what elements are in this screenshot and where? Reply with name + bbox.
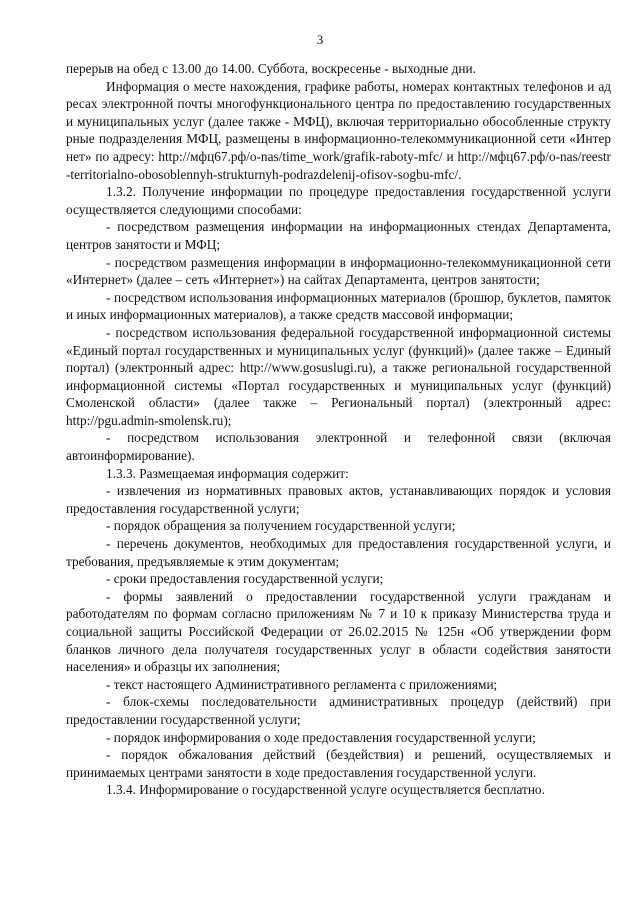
page-number: 3 bbox=[316, 32, 324, 47]
list-item: - формы заявлений о предоставлении государственной услуги гражданам и работодателям по формам согласно приложениям № 7 и 10 к приказу Министерства труда и социальной защиты Российской Федерации от 26.02.2015 № 125н «Об утверждении форм бланков личного дела получателя государственных услуг в области содействия занятости населения» и образцы их заполнения; bbox=[66, 588, 611, 675]
list-item: - блок-схемы последовательности административных процедур (действий) при предоставлении государственной услуги; bbox=[66, 694, 611, 727]
list-item: - перечень документов, необходимых для предоставления государственной услуги, и требования, предъявляемые к этим документам; bbox=[66, 536, 611, 569]
paragraph-mfc-info: Информация о месте нахождения, графике работы, номерах контактных телефонов и адресах электронной почты многофункционального центра по предоставлению государственных и муниципальных услуг (далее также - МФЦ), включая территориально обособленные структурные подразделения МФЦ, размещены в информационно-телекоммуникационной сети «Интернет» по адресу: http://мфц67.рф/o-nas/time_work/grafik-raboty-mfc/ и http://мфц67.рф/o-nas/reestr-territorialno-obosoblennyh-strukturnyh-podrazdelenij-ofisov-sogbu-mfc/. bbox=[66, 78, 611, 182]
list-item: - сроки предоставления государственной услуги; bbox=[106, 571, 384, 587]
list-item: - текст настоящего Административного регламента с приложениями; bbox=[106, 676, 498, 692]
paragraph-1-3-2: 1.3.2. Получение информации по процедуре предоставления государственной услуги осуществляется следующими способами: bbox=[66, 184, 611, 217]
list-item: - посредством использования федеральной государственной информационной системы «Единый портал государственных и муниципальных услуг (функций)» (далее также – Единый портал) (электронный адрес: http://www.gosuslugi.ru), а также региональной государственной информационной системы «Портал государственных и муниципальных услуг (функций) Смоленской области» (далее также – Региональный портал) (электронный адрес: http://pgu.admin-smolensk.ru); bbox=[66, 324, 611, 428]
document-body bbox=[66, 60, 611, 799]
paragraph-lunch-break: перерыв на обед с 13.00 до 14.00. Суббота, воскресенье - выходные дни. bbox=[66, 61, 476, 76]
paragraph-1-3-4: 1.3.4. Информирование о государственной услуге осуществляется бесплатно. bbox=[106, 782, 545, 798]
list-item: - порядок обращения за получением государственной услуги; bbox=[106, 518, 456, 534]
paragraph-1-3-3: 1.3.3. Размещаемая информация содержит: bbox=[106, 465, 349, 481]
list-item: - посредством использования информационных материалов (брошюр, буклетов, памяток и иных информационных материалов), а также средств массовой информации; bbox=[66, 289, 611, 323]
list-item: - извлечения из нормативных правовых актов, устанавливающих порядок и условия предоставления государственной услуги; bbox=[66, 483, 611, 516]
list-item: - порядок информирования о ходе предоставления государственной услуги; bbox=[106, 729, 536, 745]
list-item: - посредством размещения информации в информационно-телекоммуникационной сети «Интернет» (далее – сеть «Интернет») на сайтах Департамента, центров занятости; bbox=[66, 254, 611, 288]
list-item: - посредством размещения информации на информационных стендах Департамента, центров занятости и МФЦ; bbox=[66, 219, 611, 252]
list-item: - посредством использования электронной и телефонной связи (включая автоинформирование). bbox=[66, 430, 611, 464]
list-item: - порядок обжалования действий (бездействия) и решений, осуществляемых и принимаемых центрами занятости в ходе предоставления государственной услуги. bbox=[66, 747, 611, 780]
